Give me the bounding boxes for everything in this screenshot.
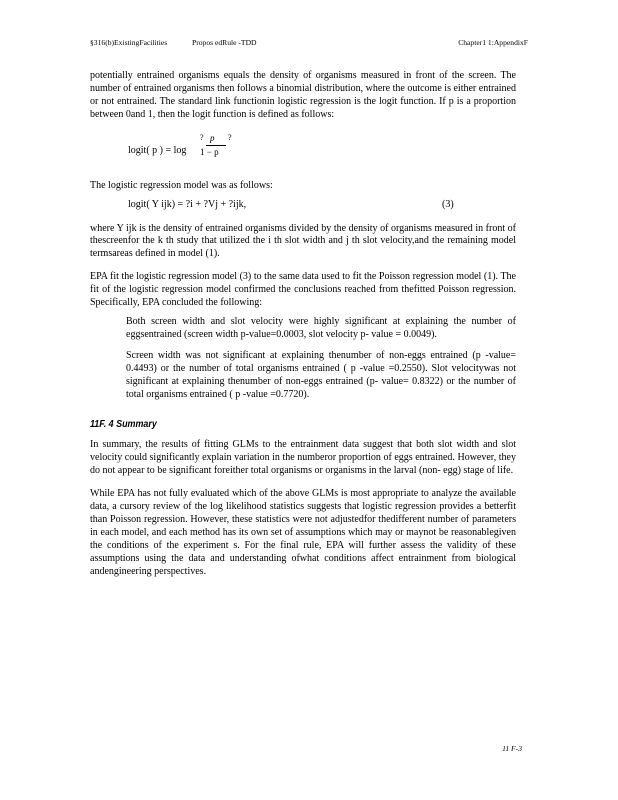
logit-formula-denominator: 1 − p: [200, 146, 219, 157]
logit-formula-lhs: logit( p ) = log: [128, 144, 187, 156]
header-middle: Propos edRule -TDD: [192, 38, 257, 47]
page-number: 11 F-3: [502, 744, 522, 753]
paragraph-where: where Y ijk is the density of entrained organisms divided by the density of organisms measured in front of thescreenfor the k th study that utilized the i th slot width and j th slot velocity,and the remaining model termsareas defined in model (1).: [90, 222, 516, 260]
list-item-text: Screen width was not significant at explaining thenumber of non-eggs entrained (p -value= 0.4493) or the number of total organisms entrained ( p -value =0.2550). Slot velocitywas not significant at explaining thenumber of non-eggs entrained (p- value= 0.8322) or the number of total organisms entrained ( p -value =0.7720).: [126, 349, 516, 400]
header-left: §316(b)ExistingFacilities: [90, 38, 168, 47]
logistic-model-expression: logit( Y ijk) = ?i + ?Vj + ?ijk,: [128, 198, 247, 210]
paragraph-model-intro: The logistic regression model was as follows:: [90, 179, 273, 191]
section-heading: 11F. 4 Summary: [90, 418, 157, 431]
header-right: Chapter1 1:AppendixF: [458, 38, 528, 47]
brace-left: ?: [200, 132, 204, 142]
list-item-text: Both screen width and slot velocity were highly significant at explaining the number of eggsentrained (screen width p-value=0.0003, slot velocity p- value = 0.0049).: [126, 315, 516, 340]
brace-right: ?: [228, 132, 232, 142]
paragraph-epa-fit: EPA fit the logistic regression model (3) to the same data used to fit the Poisson regression model (1). The fit of the logistic regression model confirmed the conclusions reached from thefitted Poisson regression. Specifically, EPA concluded the following:: [90, 271, 516, 309]
page-content: [90, 70, 516, 578]
paragraph-evaluation: While EPA has not fully evaluated which of the above GLMs is most appropriate to analyze the available data, a cursory review of the log likelihood statistics suggests that logistic regression provides a betterfit than Poisson regression. However, these statistics were not adjustedfor thedifferent number of parameters in each model, and each method has its own set of assumptions which may or maynot be reasonablegiven the conditions of the experiment s. For the final rule, EPA will further assess the validity of these assumptions using the data and understanding ofwhat conditions affect entrainment from biological andengineering perspectives.: [90, 488, 516, 577]
logistic-model-formula: [128, 193, 516, 223]
logit-formula-numerator: p: [210, 132, 215, 143]
conclusions-list: [90, 316, 516, 401]
paragraph-logit-intro: potentially entrained organisms equals the density of organisms measured in front of the screen. The number of entrained organisms then follows a binomial distribution, where the outcome is either entrained or not entrained. The standard link functionin logistic regression is the logit function. If p is a proportion between 0and 1, then the logit function is defined as follows:: [90, 70, 516, 120]
list-item: [90, 350, 516, 402]
page-header: [90, 38, 528, 50]
list-item: [90, 316, 516, 342]
paragraph-summary: In summary, the results of fitting GLMs to the entrainment data suggest that both slot width and slot velocity could significantly explain variation in the numberor proportion of eggs entrained. However, they do not appear to be significant foreither total organisms or organisms in the larval (non- egg) stage of life.: [90, 439, 516, 477]
equation-number: (3): [442, 198, 454, 210]
logit-formula: [128, 132, 516, 180]
